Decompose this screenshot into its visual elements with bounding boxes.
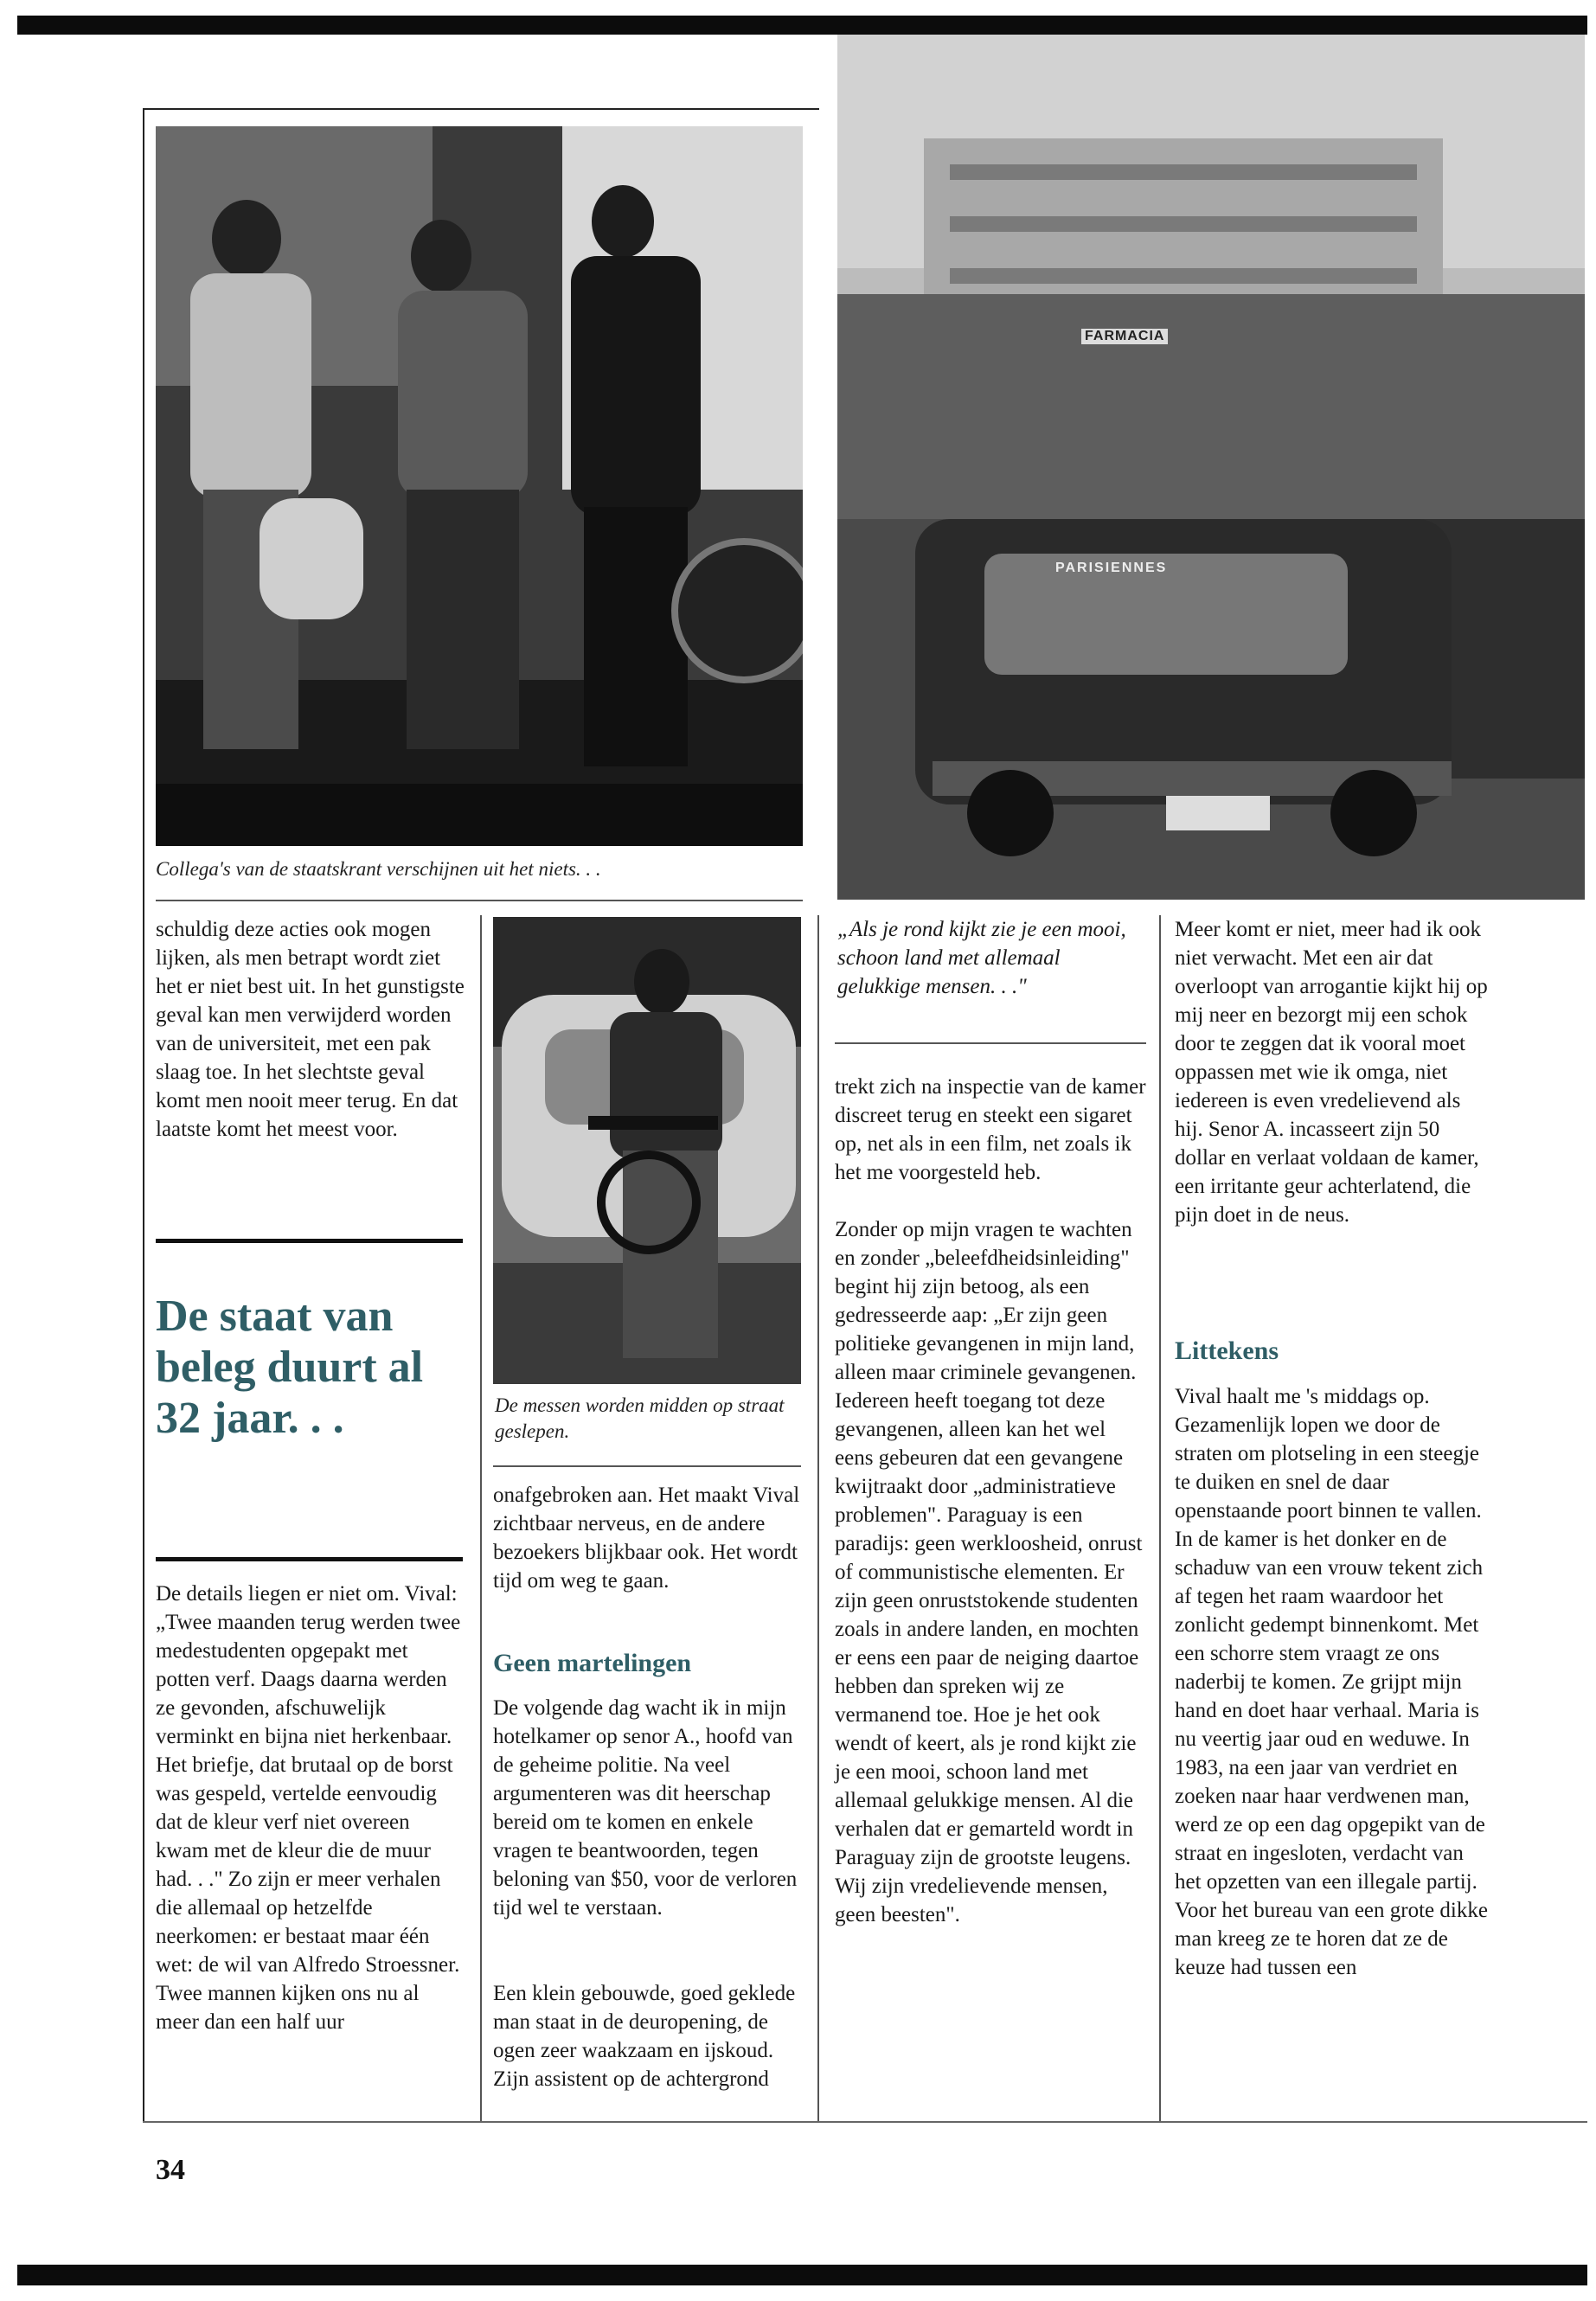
col4-body: Vival haalt me 's middags op. Gezamenlijk lopen we door de straten om plotseling in een steegje te duiken en snel de daar openstaande poort binnen te vallen. In de kamer is het donker en de schaduw van een vrouw tekent zich af tegen het raam waardoor het zonlicht gedempt binnenkomt. Met een schorre stem vraagt ze ons naderbij te komen. Ze grijpt mijn hand en doet haar verhaal. Maria is nu veertig jaar oud en weduwe. In 1983, na een jaar van verdriet en zoeken naar haar verdwenen man, werd ze op een dag opgepikt van de straat en ingesloten, verdacht van het opzetten van een illegale partij. Voor het bureau van een grote dikke man kreeg ze te horen dat ze de keuze had tussen een [1175,1385,1488,1979]
col2-body2: Een klein gebouwde, goed geklede man staat in de deuropening, de ogen zeer waakzaam en ijskoud. Zijn assistent op de achtergrond [493,1982,796,2091]
caption-top-left: Collega's van de staatskrant verschijnen uit het niets. . . [156,858,601,880]
rule-quote [835,1042,1146,1044]
col3-body2: Zonder op mijn vragen te wachten en zonder „beleefdheidsinleiding" begint hij zijn betoog, als een gedresseerde aap: „Er zijn geen politieke gevangenen in mijn land, alleen maar criminele gevangenen. Iedereen heeft toegang tot deze gevangenen, alleen kan het wel eens gebeuren dat een gevangene kwijtraakt door „administratieve problemen". Paraguay is een paradijs: geen werkloosheid, onrust of communistische elementen. Er zijn geen onruststokende studenten zoals in andere landen, en mochten er eens een paar de neiging daartoe hebben dan spreken wij ze vermanend toe. Hoe je het ook wendt of keert, als je rond kijkt zie je een mooi, schoon land met allemaal gelukkige mensen. Al die verhalen dat er gemarteld wordt in Paraguay zijn de grootste leugens. Wij zijn vredelievende mensen, geen beesten". [835,1218,1143,1926]
car-sign: PARISIENNES [1055,561,1168,575]
scan-border-top [17,16,1587,35]
heading-littekens: Littekens [1175,1336,1279,1365]
col1-intro: schuldig deze acties ook mogen lijken, als men betrapt wordt ziet het er niet best uit. In het gunstigste geval kan men verwijderd worden van de universiteit, met een pak slaag toe. In het slechtste geval komt men nooit meer terug. En dat laatste komt het meest voor. [156,918,465,1141]
col1-body: De details liegen er niet om. Vival: „Twee maanden terug werden twee medestudenten opgepakt met potten verf. Daags daarna werden ze gevonden, afschuwelijk verminkt en bijna niet herkenbaar. Het briefje, dat brutaal op de borst was gespeld, vertelde eenvoudig dat de kleur verf niet overeen kwam met de kleur die de muur had. . ." Zo zijn er meer verhalen die allemaal op hetzelfde neerkomen: er bestaat maar één wet: de wil van Alfredo Stroessner. Twee mannen kijken ons nu al meer dan een half uur [156,1582,461,2034]
photo-knife-grinder [493,917,801,1384]
col4-intro: Meer komt er niet, meer had ik ook niet verwacht. Met een air dat overloopt van arrogantie kijkt hij op mij neer en bezorgt mij een schok door te zeggen dat ik vooral moet oppassen met wie ik omga, niet iedereen is even vredelievend als hij. Senor A. incasseert zijn 50 dollar en verlaat voldaan de kamer, een irritante geur achterlatend, die pijn doet in de neus. [1175,918,1488,1227]
rule-bottom [143,2121,1587,2123]
col3-body: trekt zich na inspectie van de kamer discreet terug en steekt een sigaret op, net als in een film, net zoals ik het me voorgesteld heb. [835,1075,1146,1184]
rule-pullquote-top [156,1239,463,1243]
rule-caption-middle [493,1465,801,1467]
page-number: 34 [156,2154,185,2186]
col2-body: De volgende dag wacht ik in mijn hotelkamer op senor A., hoofd van de geheime politie. Na veel argumenteren was dit heerschap bereid om te komen en enkele vragen te beantwoorden, tegen beloning van $50, voor de verloren tijd wel te verstaan. [493,1696,798,1920]
rule-pullquote-bottom [156,1557,463,1561]
scan-border-bottom [17,2265,1587,2285]
pull-quote-col3: „Als je rond kijkt zie je een mooi, schoon land met allemaal gelukkige mensen. . ." [837,918,1126,998]
shop-sign: FARMACIA [1081,329,1168,344]
caption-middle: De messen worden midden op straat geslepen. [495,1394,785,1442]
rule-caption [156,900,803,901]
photo-street-car [837,35,1585,900]
vrule-2 [817,915,819,2121]
photo-street-vendors [156,126,803,846]
heading-geen-martelingen: Geen martelingen [493,1649,692,1677]
col2-intro: onafgebroken aan. Het maakt Vival zichtbaar nerveus, en de andere bezoekers blijkbaar ook. Het wordt tijd om weg te gaan. [493,1484,800,1593]
pullquote: De staat van beleg duurt al 32 jaar. . . [156,1292,424,1443]
vrule-3 [1159,915,1161,2121]
vrule-1 [480,915,482,2121]
